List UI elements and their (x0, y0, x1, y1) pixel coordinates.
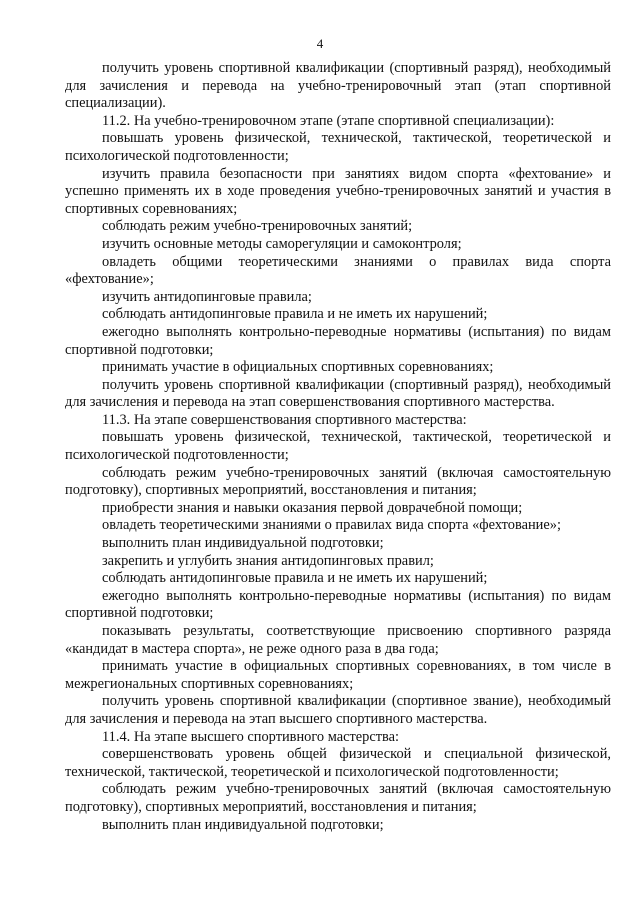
paragraph: повышать уровень физической, технической, тактической, теоретической и психологической подготовленности; (65, 130, 611, 164)
paragraph: ежегодно выполнять контрольно-переводные нормативы (испытания) по видам спортивной подготовки; (65, 323, 611, 358)
paragraph: соблюдать антидопинговые правила и не иметь их нарушений; (102, 306, 488, 323)
paragraph: изучить антидопинговые правила; (102, 288, 312, 305)
paragraph: соблюдать режим учебно-тренировочных занятий; (102, 218, 413, 235)
paragraph: овладеть теоретическими знаниями о правилах вида спорта «фехтование»; (102, 517, 561, 534)
paragraph: изучить правила безопасности при занятиях видом спорта «фехтование» и успешно применять их в ходе проведения учебно-тренировочных занятий и участия в спортивных соревнованиях; (65, 165, 611, 217)
paragraph: овладеть общими теоретическими знаниями о правилах вида спорта «фехтование»; (65, 253, 611, 288)
page-number: 4 (316, 36, 324, 51)
paragraph: закрепить и углубить знания антидопинговых правил; (102, 552, 434, 569)
paragraph: приобрести знания и навыки оказания первой доврачебной помощи; (102, 499, 523, 516)
paragraph: соблюдать антидопинговые правила и не иметь их нарушений; (102, 570, 488, 587)
paragraph: получить уровень спортивной квалификации (спортивный разряд), необходимый для зачисления и перевода на учебно-тренировочный этап (этап спортивной специализации). (65, 60, 611, 112)
paragraph: получить уровень спортивной квалификации (спортивное звание), необходимый для зачисления и перевода на этап высшего спортивного мастерства. (65, 693, 611, 727)
paragraph: выполнить план индивидуальной подготовки; (102, 535, 384, 552)
paragraph: соблюдать режим учебно-тренировочных занятий (включая самостоятельную подготовку), спортивных мероприятий, восстановления и питания; (65, 464, 611, 499)
paragraph: изучить основные методы саморегуляции и самоконтроля; (102, 235, 462, 252)
paragraph: соблюдать режим учебно-тренировочных занятий (включая самостоятельную подготовку), спортивных мероприятий, восстановления и питания; (65, 781, 611, 815)
paragraph: повышать уровень физической, технической, тактической, теоретической и психологической подготовленности; (65, 429, 611, 464)
paragraph: показывать результаты, соответствующие присвоению спортивного разряда «кандидат в мастера спорта», не реже одного раза в два года; (65, 623, 611, 657)
paragraph: совершенствовать уровень общей физической и специальной физической, технической, тактической, теоретической и психологической подготовленности; (65, 746, 611, 780)
paragraph: выполнить план индивидуальной подготовки; (102, 816, 384, 833)
paragraph: ежегодно выполнять контрольно-переводные нормативы (испытания) по видам спортивной подготовки; (65, 587, 611, 622)
paragraph: 11.2. На учебно-тренировочном этапе (этапе спортивной специализации): (102, 112, 555, 129)
document-body (65, 60, 611, 834)
paragraph: получить уровень спортивной квалификации (спортивный разряд), необходимый для зачисления и перевода на этап совершенствования спортивного мастерства. (65, 376, 611, 411)
paragraph: 11.3. На этапе совершенствования спортивного мастерства: (102, 411, 467, 428)
paragraph: 11.4. На этапе высшего спортивного мастерства: (102, 728, 400, 745)
paragraph: принимать участие в официальных спортивных соревнованиях; (102, 359, 494, 376)
paragraph: принимать участие в официальных спортивных соревнованиях, в том числе в межрегиональных спортивных соревнованиях; (65, 658, 611, 692)
